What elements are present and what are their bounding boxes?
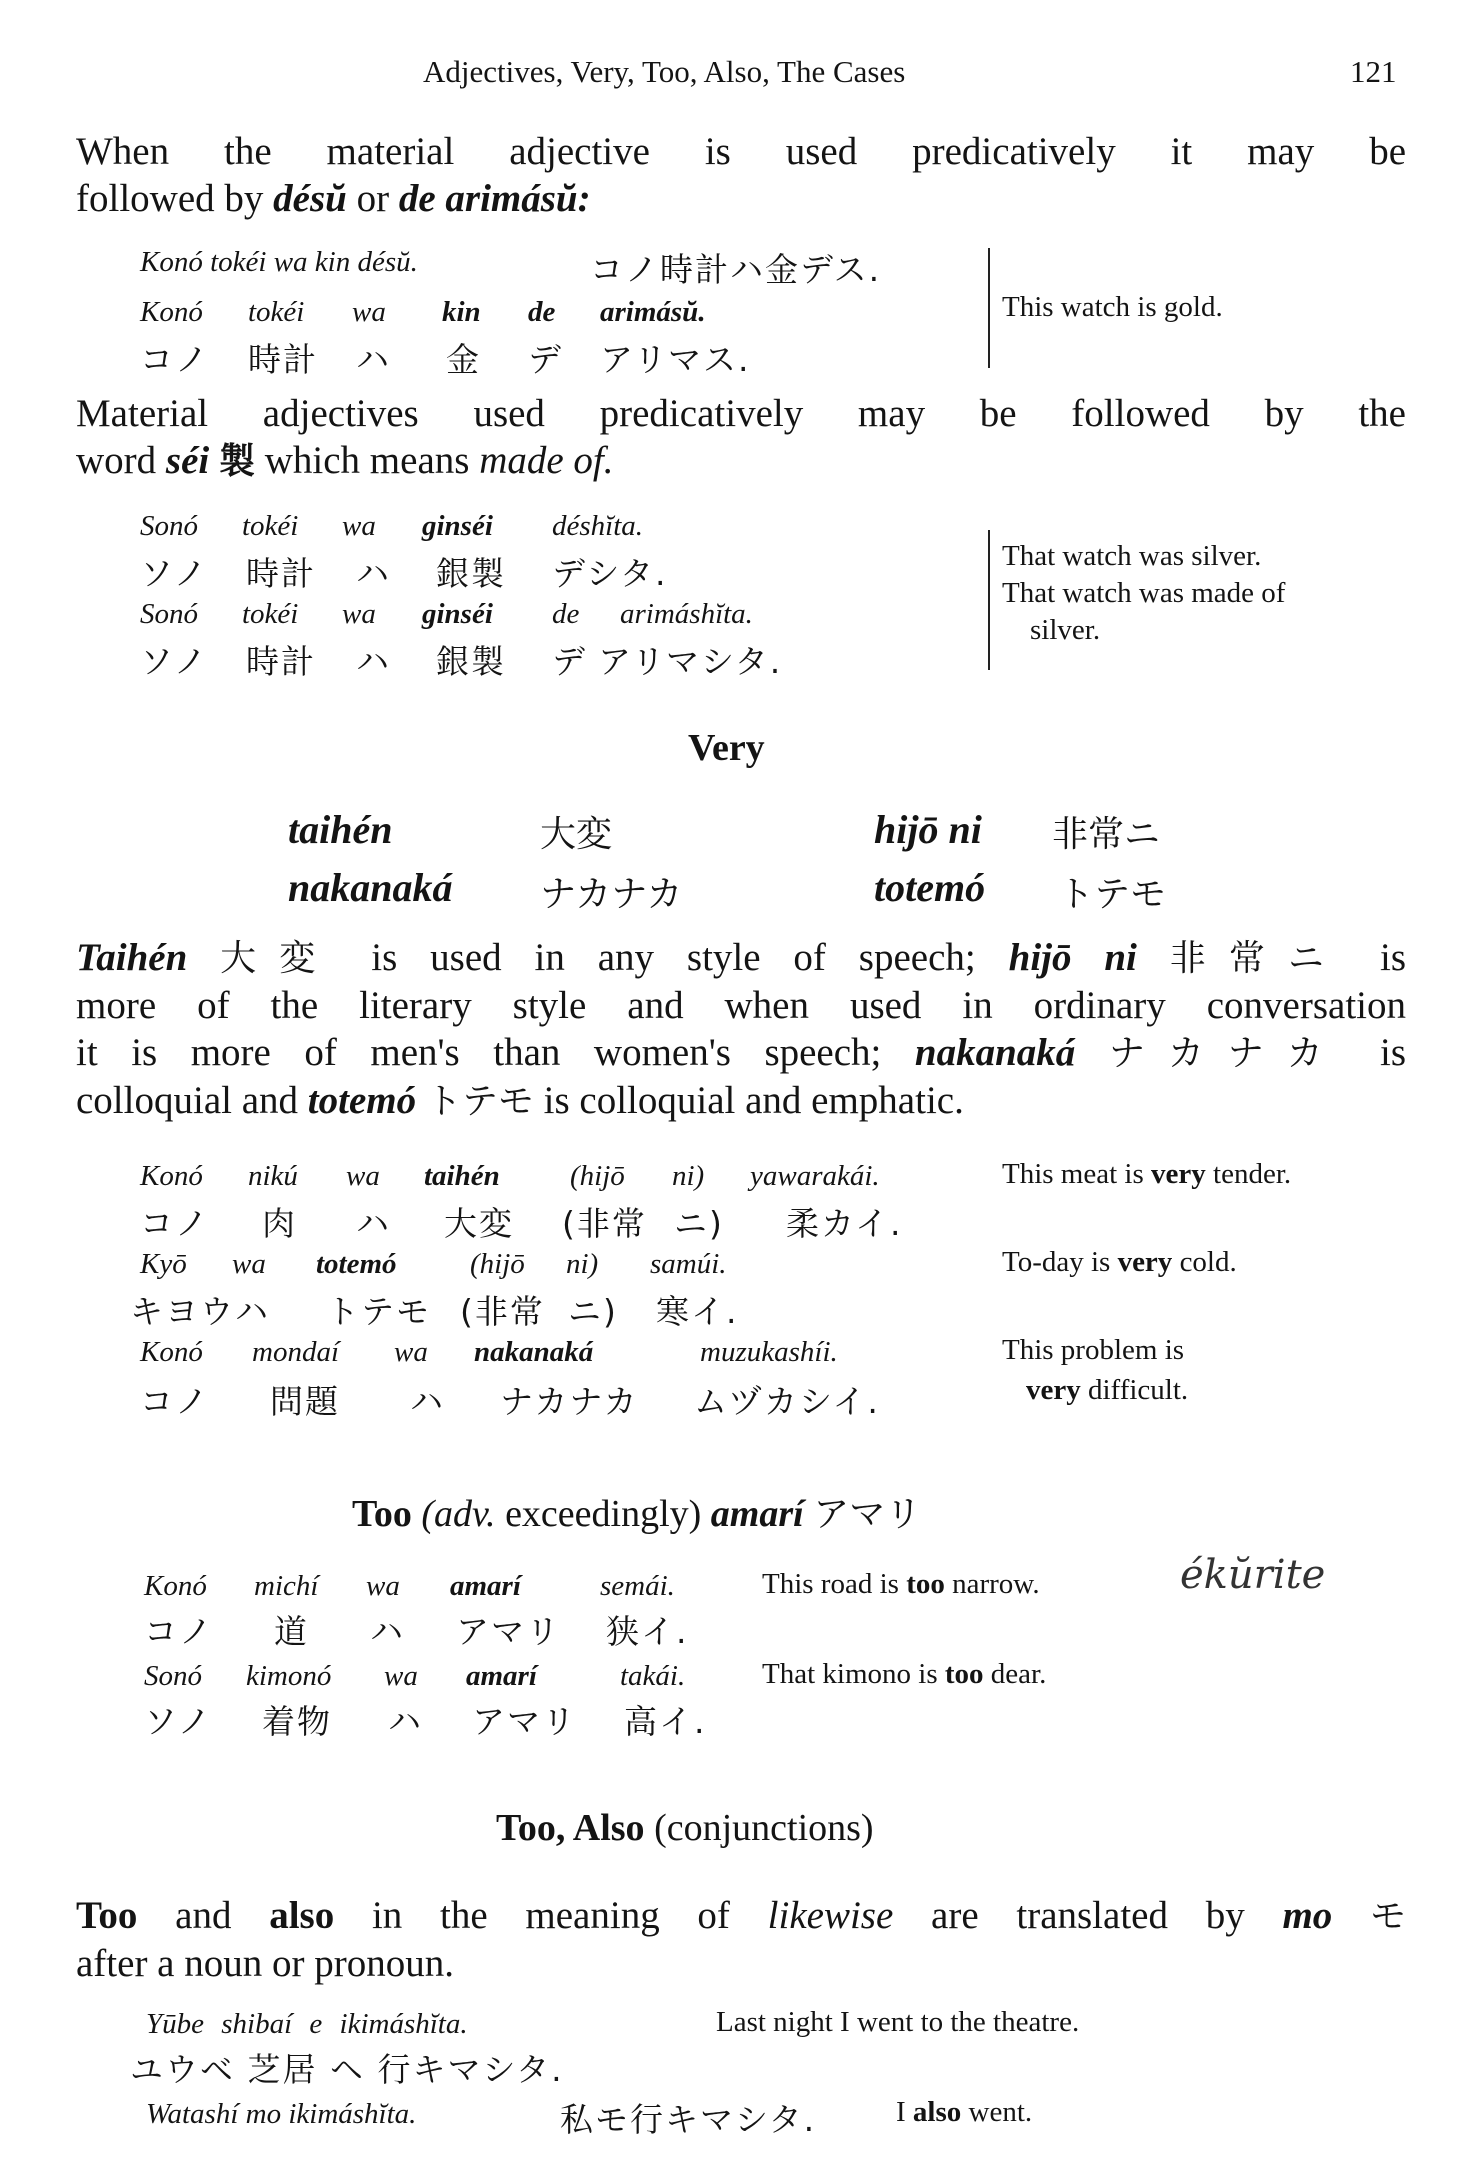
word: 道 bbox=[274, 1612, 309, 1651]
word: Sonó bbox=[140, 510, 198, 542]
word: 時計 bbox=[246, 642, 316, 681]
para-text: and bbox=[175, 1894, 232, 1937]
word: ginséi bbox=[422, 510, 493, 542]
vocab-romaji: nakanaká bbox=[288, 865, 453, 910]
translation-emphasis: too bbox=[944, 1658, 984, 1690]
vocab-romaji: taihén bbox=[288, 807, 393, 852]
word: ナカナカ bbox=[500, 1382, 639, 1421]
word: ハ bbox=[388, 1702, 423, 1741]
word: (非常 bbox=[562, 1204, 647, 1243]
vocab-romaji: totemó bbox=[874, 865, 986, 910]
word: yawarakái. bbox=[750, 1160, 880, 1192]
word: muzukashíi. bbox=[700, 1336, 838, 1368]
bracket bbox=[988, 530, 990, 670]
vocab-japanese: 大変 bbox=[540, 814, 613, 855]
example-translation: This problem is bbox=[1002, 1334, 1185, 1366]
heading-text: (conjunctions) bbox=[654, 1807, 874, 1849]
para-text: word bbox=[76, 439, 157, 482]
word: déshĭta. bbox=[552, 510, 644, 542]
word: アマリ bbox=[456, 1612, 561, 1651]
material-paragraph bbox=[76, 390, 1406, 485]
term-hijo-ni: hijō ni bbox=[1008, 936, 1137, 979]
example-japanese: ユウベ 芝居 ヘ 行キマシタ. bbox=[130, 2050, 564, 2089]
para-text: which means bbox=[264, 439, 470, 482]
translation-text: dear. bbox=[990, 1658, 1047, 1690]
translation-emphasis: also bbox=[912, 2096, 962, 2128]
word: samúi. bbox=[650, 1248, 727, 1280]
word: (非常 bbox=[460, 1292, 545, 1331]
too-also-line-1 bbox=[76, 1892, 1406, 1940]
word: wa bbox=[232, 1248, 266, 1280]
word: ni) bbox=[672, 1160, 705, 1192]
word: Kyō bbox=[140, 1248, 187, 1280]
word: Konó bbox=[140, 296, 203, 328]
word: ソノ bbox=[140, 642, 209, 681]
word: amarí bbox=[450, 1570, 521, 1602]
term-sei-kanji: 製 bbox=[218, 441, 255, 482]
para-text: in the meaning of bbox=[371, 1894, 730, 1937]
word: wa bbox=[384, 1660, 418, 1692]
word: Sonó bbox=[140, 598, 198, 630]
word: ハ bbox=[356, 1204, 391, 1243]
example-japanese: コノ時計ハ金デス. bbox=[590, 250, 882, 289]
example-romaji: Konó tokéi wa kin désŭ. bbox=[140, 246, 418, 278]
para2-line-2 bbox=[76, 437, 1406, 485]
word: コノ bbox=[140, 340, 210, 379]
word: wa bbox=[342, 598, 376, 630]
term-taihen-kanji: 大変 bbox=[220, 938, 339, 979]
translation-emphasis: very bbox=[1117, 1246, 1173, 1278]
para-text: colloquial and bbox=[76, 1079, 299, 1122]
term-mo: mo bbox=[1282, 1894, 1333, 1937]
term-totemo-kana: トテモ bbox=[425, 1081, 534, 1122]
too-also-line-2: after a noun or pronoun. bbox=[76, 1942, 454, 1985]
word: (hijō bbox=[470, 1248, 525, 1280]
translation-text: went. bbox=[968, 2096, 1033, 2128]
vocab-romaji: hijō ni bbox=[874, 807, 982, 852]
word: コノ bbox=[140, 1204, 210, 1243]
para-text: it is more of men's than women's speech; bbox=[76, 1031, 882, 1074]
word: Konó bbox=[144, 1570, 207, 1602]
example-translation bbox=[896, 2096, 1032, 2129]
word: mondaí bbox=[252, 1336, 339, 1368]
word: Konó bbox=[140, 1160, 203, 1192]
term-likewise: likewise bbox=[767, 1894, 894, 1937]
very-line-2: more of the literary style and when used in ordinary conversation bbox=[76, 984, 1406, 1027]
word: tokéi bbox=[248, 296, 305, 328]
para-text: is colloquial and emphatic. bbox=[543, 1079, 964, 1122]
word: 金 bbox=[446, 340, 481, 379]
translation-text: To-day is bbox=[1002, 1246, 1111, 1278]
para-text: is used in any style of speech; bbox=[371, 936, 976, 979]
example-translation bbox=[1002, 1246, 1237, 1279]
word: コノ bbox=[144, 1612, 214, 1651]
word: totemó bbox=[316, 1248, 397, 1280]
word: アリマシタ. bbox=[598, 642, 783, 681]
heading-text: exceedingly) bbox=[505, 1493, 702, 1535]
section-heading-too-also bbox=[496, 1806, 874, 1850]
word: ソノ bbox=[140, 554, 209, 593]
word: デ bbox=[552, 642, 587, 681]
term-sei: séi bbox=[165, 439, 210, 482]
para-text: is bbox=[1380, 936, 1407, 979]
example-translation: silver. bbox=[1030, 614, 1101, 646]
translation-emphasis: very bbox=[1151, 1158, 1206, 1190]
word: Konó bbox=[140, 1336, 203, 1368]
too-also-paragraph bbox=[76, 1892, 1406, 1987]
word: ハ bbox=[356, 340, 391, 379]
term-too: Too bbox=[76, 1894, 138, 1937]
example-translation: That watch was made of bbox=[1002, 577, 1286, 609]
word: 銀製 bbox=[436, 642, 506, 681]
word: kin bbox=[442, 296, 481, 328]
example-romaji: Yūbe shibaí e ikimáshĭta. bbox=[146, 2008, 468, 2040]
term-amari-kana: アマリ bbox=[813, 1494, 922, 1535]
word: ムヅカシイ. bbox=[694, 1382, 880, 1421]
intro-line-2 bbox=[76, 175, 1406, 222]
intro-paragraph bbox=[76, 128, 1406, 222]
example-translation bbox=[1002, 1158, 1291, 1191]
very-line-4 bbox=[76, 1077, 1406, 1125]
term-totemo: totemó bbox=[307, 1079, 417, 1122]
word: wa bbox=[346, 1160, 380, 1192]
word: コノ bbox=[140, 1382, 210, 1421]
term-mo-kana: モ bbox=[1370, 1896, 1407, 1937]
word: ソノ bbox=[144, 1702, 213, 1741]
word: アリマス. bbox=[600, 340, 751, 379]
translation-text: difficult. bbox=[1088, 1374, 1189, 1406]
intro-line-1: When the material adjective is used predicatively it may be bbox=[76, 130, 1406, 173]
word: semái. bbox=[600, 1570, 675, 1602]
example-translation: Last night I went to the theatre. bbox=[716, 2006, 1080, 2038]
word: de bbox=[528, 296, 556, 328]
word: amarí bbox=[466, 1660, 537, 1692]
word: 柔カイ. bbox=[786, 1204, 903, 1243]
word: 時計 bbox=[248, 340, 318, 379]
vocab-japanese: トテモ bbox=[1058, 874, 1167, 915]
translation-text: tender. bbox=[1213, 1158, 1292, 1190]
vocab-japanese: 非常ニ bbox=[1052, 814, 1161, 855]
running-header: Adjectives, Very, Too, Also, The Cases bbox=[423, 54, 906, 89]
word: 問題 bbox=[270, 1382, 340, 1421]
word: michí bbox=[254, 1570, 319, 1602]
heading-text: Too bbox=[352, 1493, 412, 1535]
intro-text: followed by bbox=[76, 177, 264, 220]
example-translation: That watch was silver. bbox=[1002, 540, 1262, 572]
para-text: are translated by bbox=[931, 1894, 1245, 1937]
term-nakanaka: nakanaká bbox=[914, 1031, 1076, 1074]
word: 大変 bbox=[444, 1204, 514, 1243]
word: tokéi bbox=[242, 598, 299, 630]
term-de-arimasu: de arimásŭ: bbox=[398, 177, 591, 220]
word: (hijō bbox=[570, 1160, 625, 1192]
word: wa bbox=[342, 510, 376, 542]
para2-line-1: Material adjectives used predicatively may be followed by the bbox=[76, 392, 1406, 435]
word: tokéi bbox=[242, 510, 299, 542]
bracket bbox=[988, 248, 990, 368]
word: キヨウハ bbox=[130, 1292, 270, 1331]
word: takái. bbox=[620, 1660, 686, 1692]
word: 寒イ. bbox=[656, 1292, 739, 1331]
page-number: 121 bbox=[1350, 54, 1397, 89]
word: 狭イ. bbox=[606, 1612, 689, 1651]
heading-text: Too, Also bbox=[496, 1807, 645, 1849]
very-line-1 bbox=[76, 934, 1406, 982]
para-text: is bbox=[1380, 1031, 1407, 1074]
very-line-3 bbox=[76, 1029, 1406, 1077]
vocab-japanese: ナカナカ bbox=[540, 874, 683, 915]
word: アマリ bbox=[472, 1702, 577, 1741]
term-also: also bbox=[269, 1894, 335, 1937]
word: kimonó bbox=[246, 1660, 332, 1692]
word: トテモ bbox=[326, 1292, 431, 1331]
term-hijo-ni-kanji: 非常ニ bbox=[1169, 938, 1348, 979]
handwritten-note: ékŭrite bbox=[1180, 1552, 1326, 1598]
term-nakanaka-kana: ナカナカ bbox=[1108, 1033, 1347, 1074]
word: ginséi bbox=[422, 598, 493, 630]
word: 銀製 bbox=[436, 554, 506, 593]
example-translation bbox=[762, 1568, 1040, 1601]
example-translation: This watch is gold. bbox=[1002, 291, 1223, 323]
example-translation bbox=[1026, 1374, 1188, 1407]
word: wa bbox=[394, 1336, 428, 1368]
translation-text: This road is bbox=[762, 1568, 899, 1600]
word: 着物 bbox=[262, 1702, 332, 1741]
word: 肉 bbox=[262, 1204, 297, 1243]
example-text: Watashí mo ikimáshĭta. bbox=[146, 2098, 417, 2130]
word: デ bbox=[528, 340, 563, 379]
word: ハ bbox=[410, 1382, 445, 1421]
word: ニ) bbox=[674, 1204, 724, 1243]
translation-text: This meat is bbox=[1002, 1158, 1144, 1190]
word: デシタ. bbox=[552, 554, 668, 593]
word: ハ bbox=[370, 1612, 405, 1651]
translation-text: I bbox=[896, 2096, 906, 2128]
intro-text: or bbox=[356, 177, 390, 220]
translation-emphasis: too bbox=[906, 1568, 945, 1600]
example-japanese: 私モ行キマシタ. bbox=[560, 2100, 817, 2139]
example-romaji bbox=[146, 2098, 416, 2131]
translation-text: That kimono is bbox=[762, 1658, 938, 1690]
term-desu: désŭ bbox=[273, 177, 347, 220]
word: arimáshĭta. bbox=[620, 598, 753, 630]
word: ニ) bbox=[568, 1292, 618, 1331]
word: nikú bbox=[248, 1160, 298, 1192]
word: arimásŭ. bbox=[600, 296, 706, 328]
term-taihen: Taihén bbox=[76, 936, 188, 979]
word: nakanaká bbox=[474, 1336, 594, 1368]
translation-text: narrow. bbox=[952, 1568, 1040, 1600]
word: de bbox=[552, 598, 580, 630]
term-amari: amarí bbox=[710, 1493, 804, 1535]
section-heading-too bbox=[352, 1486, 921, 1537]
very-paragraph bbox=[76, 934, 1406, 1125]
word: ハ bbox=[356, 642, 391, 681]
word: wa bbox=[366, 1570, 400, 1602]
word: ハ bbox=[356, 554, 391, 593]
word: 高イ. bbox=[624, 1702, 707, 1741]
word: 時計 bbox=[246, 554, 316, 593]
translation-emphasis: very bbox=[1026, 1374, 1081, 1406]
word: ni) bbox=[566, 1248, 599, 1280]
section-heading-very: Very bbox=[688, 727, 765, 769]
example-translation bbox=[762, 1658, 1046, 1691]
word: Sonó bbox=[144, 1660, 202, 1692]
translation-text: cold. bbox=[1179, 1246, 1237, 1278]
word: wa bbox=[352, 296, 386, 328]
word: taihén bbox=[424, 1160, 500, 1192]
heading-text: (adv. bbox=[421, 1493, 496, 1535]
term-made-of: made of. bbox=[479, 439, 614, 482]
